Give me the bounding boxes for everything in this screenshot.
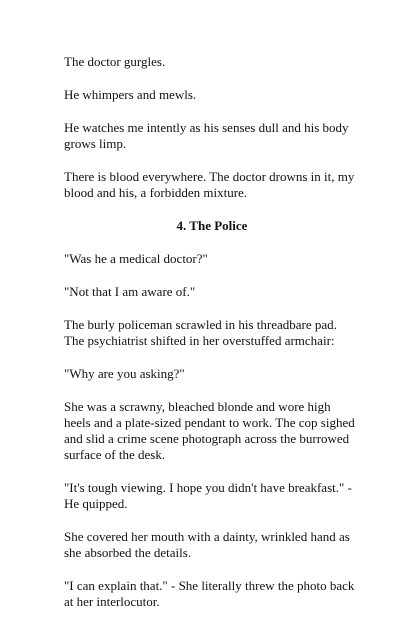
paragraph: "Why are you asking?" bbox=[64, 366, 185, 381]
paragraph: He watches me intently as his senses dull and his body grows limp. bbox=[64, 120, 349, 151]
paragraph: She was a scrawny, bleached blonde and wore high heels and a plate-sized pendant to work. The cop sighed and slid a crime scene photograph across the burrowed surface of the desk. bbox=[64, 399, 355, 462]
paragraph: The doctor gurgles. bbox=[64, 54, 166, 69]
paragraph: The burly policeman scrawled in his threadbare pad. The psychiatrist shifted in her overstuffed armchair: bbox=[64, 317, 337, 348]
paragraph: She covered her mouth with a dainty, wrinkled hand as she absorbed the details. bbox=[64, 529, 350, 560]
paragraph: "Was he a medical doctor?" bbox=[64, 251, 208, 266]
paragraph: There is blood everywhere. The doctor drowns in it, my blood and his, a forbidden mixture. bbox=[64, 169, 355, 200]
paragraph: He whimpers and mewls. bbox=[64, 87, 197, 102]
paragraph: "I can explain that." - She literally threw the photo back at her interlocutor. bbox=[64, 578, 355, 609]
section-heading: 4. The Police bbox=[176, 218, 248, 233]
paragraph: "Not that I am aware of." bbox=[64, 284, 196, 299]
paragraph: "It's tough viewing. I hope you didn't have breakfast." - He quipped. bbox=[64, 480, 352, 511]
document-body bbox=[64, 54, 360, 627]
